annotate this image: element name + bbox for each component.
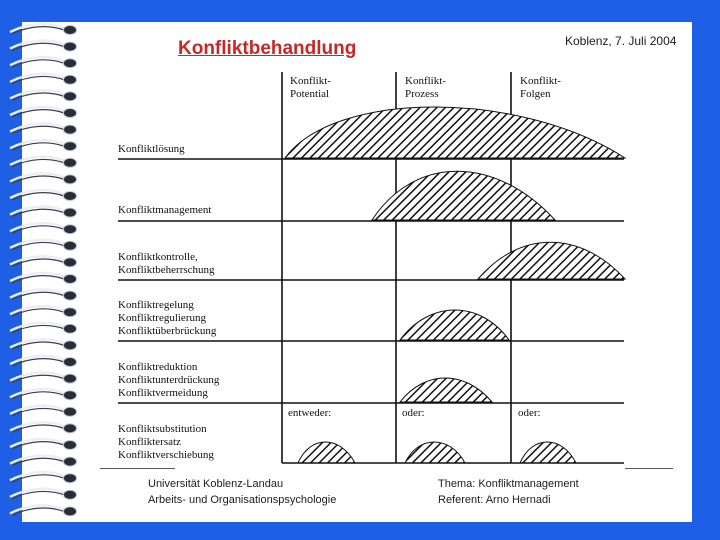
row-label: Konfliktregulierung — [118, 312, 206, 324]
curve-management — [372, 171, 555, 220]
binder-ring — [10, 456, 77, 467]
row-label: Konfliktlösung — [118, 143, 185, 155]
footer-topic: Thema: Konfliktmanagement — [438, 478, 579, 490]
row-label: Konfliktsubstitution — [118, 423, 207, 435]
binder-rings — [0, 18, 90, 528]
column-header-potential-2: Potential — [290, 88, 330, 100]
footer-right — [438, 476, 579, 508]
column-header-prozess-1: Konflikt- — [405, 75, 446, 87]
binder-ring — [10, 290, 77, 301]
footer-presenter: Referent: Arno Hernadi — [438, 494, 551, 506]
binder-ring — [10, 339, 77, 350]
binder-ring — [10, 90, 77, 101]
binder-ring — [10, 24, 77, 35]
curve-kontrolle — [478, 242, 625, 279]
binder-ring — [10, 439, 77, 450]
column-header-folgen-1: Konflikt- — [520, 75, 561, 87]
binder-ring — [10, 373, 77, 384]
binder-ring — [10, 505, 77, 516]
curve-substitution-2 — [405, 442, 465, 463]
slide-date: Koblenz, 7. Juli 2004 — [565, 34, 677, 48]
binder-ring — [10, 207, 77, 218]
curve-regelung — [400, 310, 509, 340]
footer-left — [148, 476, 336, 508]
curve-substitution-3 — [520, 442, 576, 463]
row-label: Konfliktunterdrückung — [118, 374, 220, 386]
column-header-prozess-2: Prozess — [405, 88, 439, 100]
binder-ring — [10, 240, 77, 251]
binder-ring — [10, 306, 77, 317]
row-label: Konfliktkontrolle, — [118, 251, 198, 263]
footer-university: Universität Koblenz-Landau — [148, 478, 284, 490]
binder-ring — [10, 406, 77, 417]
row-label: Konfliktersatz — [118, 436, 181, 448]
binder-ring — [10, 489, 77, 500]
binder-ring — [10, 356, 77, 367]
binder-ring — [10, 422, 77, 433]
binder-ring — [10, 389, 77, 400]
row-label: Konfliktverschiebung — [118, 449, 214, 461]
binder-ring — [10, 157, 77, 168]
binder-ring — [10, 190, 77, 201]
binder-ring — [10, 223, 77, 234]
binder-ring — [10, 256, 77, 267]
binder-ring — [10, 472, 77, 483]
binder-ring — [10, 74, 77, 85]
column-header-folgen-2: Folgen — [520, 88, 551, 100]
footer-divider-left — [100, 468, 175, 469]
conflict-diagram — [100, 70, 640, 470]
footer-divider-right — [625, 468, 673, 469]
curve-loesung — [285, 107, 625, 158]
binder-ring — [10, 41, 77, 52]
row-label: Konfliktüberbrückung — [118, 325, 217, 337]
footer-department: Arbeits- und Organisationspsychologie — [148, 494, 337, 506]
row-label: Konfliktregelung — [118, 299, 194, 311]
binder-ring — [10, 107, 77, 118]
slide-title: Konfliktbehandlung — [178, 38, 357, 59]
row-label: Konfliktvermeidung — [118, 387, 208, 399]
binder-ring — [10, 140, 77, 151]
row-label: Konfliktreduktion — [118, 361, 198, 373]
column-header-potential-1: Konflikt- — [290, 75, 331, 87]
binder-ring — [10, 124, 77, 135]
alternative-label: entweder: — [288, 407, 332, 419]
binder-ring — [10, 57, 77, 68]
row-label: Konfliktmanagement — [118, 204, 212, 216]
curve-reduktion — [400, 378, 492, 402]
alternative-label: oder: — [402, 407, 425, 419]
binder-ring — [10, 273, 77, 284]
row-label: Konfliktbeherrschung — [118, 264, 215, 276]
binder-ring — [10, 173, 77, 184]
alternative-label: oder: — [518, 407, 541, 419]
curve-substitution-1 — [298, 442, 355, 463]
binder-ring — [10, 323, 77, 334]
